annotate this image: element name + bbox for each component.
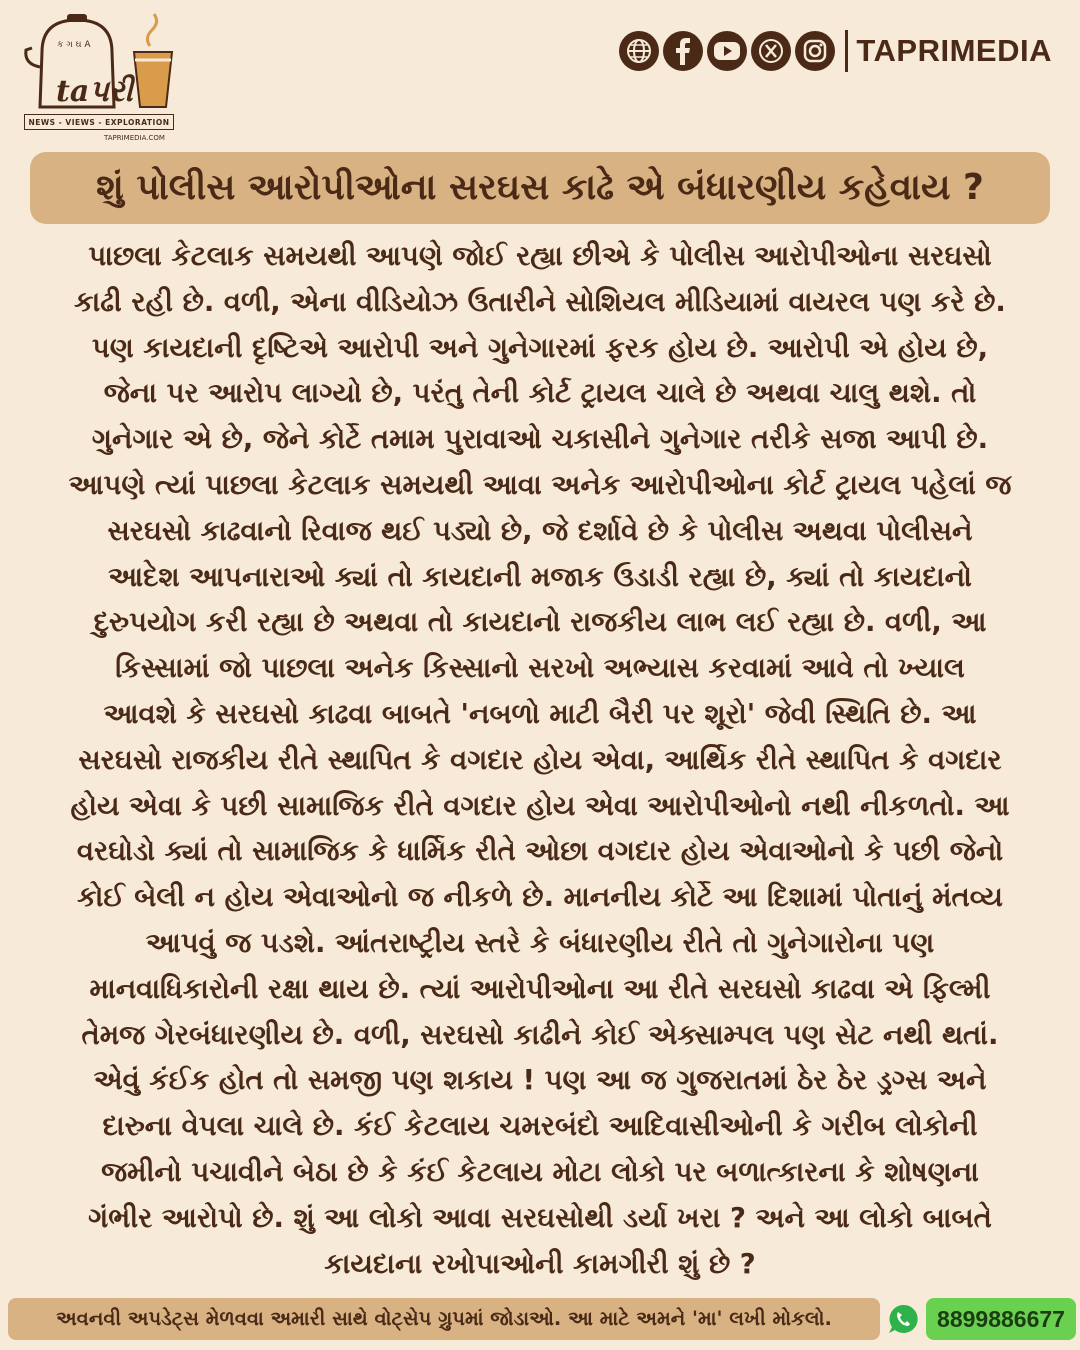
body-line: હોય એવા કે પછી સામાજિક રીતે વગદાર હોય એવા આરોપીઓનો નથી નીકળતો. આ [70,789,1010,822]
instagram-icon[interactable] [795,31,835,71]
body-line: વરઘોડો ક્યાં તો સામાજિક કે ધાર્મિક રીતે ઓછા વગદાર હોય એવાઓનો કે પછી જેનો [76,835,1004,868]
social-bar [619,30,1052,72]
body-line: દુરુપયોગ કરી રહ્યા છે અથવા તો કાયદાનો રાજકીય લાભ લઈ રહ્યા છે. વળી, આ [93,606,987,639]
footer-bar [0,1298,1080,1342]
body-line: ગંભીર આરોપો છે. શું આ લોકો આવા સરઘસોથી ડર્યા ખરા ? અને આ લોકો બાબતે [88,1201,992,1234]
body-line: સરઘસો કાઢવાનો રિવાજ થઈ પડ્યો છે, જે દર્શાવે છે કે પોલીસ અથવા પોલીસને [107,514,973,547]
body-line: એવું કંઈક હોત તો સમજી પણ શકાય ! પણ આ જ ગુજરાતમાં ઠેર ઠેર ડ્રગ્સ અને [93,1064,987,1097]
logo-site: TAPRIMEDIA.COM [104,134,165,142]
brand-name[interactable]: TAPRIMEDIA [856,33,1052,68]
svg-text:ક ગ ઘ A: ક ગ ઘ A [57,40,91,50]
body-line: માનવાધિકારોની રક્ષા થાય છે. ત્યાં આરોપીઓના આ રીતે સરઘસો કાઢવા એ ફિલ્મી [89,972,991,1005]
body-line: સરઘસો રાજકીય રીતે સ્થાપિત કે વગદાર હોય એવા, આર્થિક રીતે સ્થાપિત કે વગદાર [78,743,1002,776]
youtube-icon[interactable] [707,31,747,71]
body-line: ગુનેગાર એ છે, જેને કોર્ટે તમામ પુરાવાઓ ચકાસીને ગુનેગાર તરીકે સજા આપી છે. [91,423,989,456]
body-line: આપવું જ પડશે. આંતરાષ્ટ્રીય સ્તરે કે બંધારણીય રીતે તો ગુનેગારોના પણ [145,926,935,959]
body-line: કિસ્સામાં જો પાછલા અનેક કિસ્સાનો સરખો અભ્યાસ કરવામાં આવે તો ખ્યાલ [115,652,965,685]
whatsapp-number[interactable]: 8899886677 [926,1298,1076,1340]
x-icon[interactable] [751,31,791,71]
logo-brand: taપરી [56,74,133,109]
body-line: આવશે કે સરઘસો કાઢવા બાબતે 'નબળો માટી બૈરી પર શૂરો' જેવી સ્થિતિ છે. આ [103,697,977,730]
logo-tagline: NEWS - VIEWS - EXPLORATION [24,114,174,130]
body-line: કાઢી રહી છે. વળી, એના વીડિયોઝ ઉતારીને સોશિયલ મીડિયામાં વાયરલ પણ કરે છે. [74,285,1006,318]
facebook-icon[interactable] [663,31,703,71]
body-line: આપણે ત્યાં પાછલા કેટલાક સમયથી આવા અનેક આરોપીઓના કોર્ટ ટ્રાયલ પહેલાં જ [68,468,1012,501]
body-line: કાયદાના રખોપાઓની કામગીરી શું છે ? [324,1247,756,1280]
page-title: શું પોલીસ આરોપીઓના સરઘસ કાઢે એ બંધારણીય કહેવાય ? [96,167,984,208]
article-body [12,234,1068,1287]
divider [845,30,848,72]
body-line: જમીનો પચાવીને બેઠા છે કે કંઈ કેટલાય મોટા લોકો પર બળાત્કારના કે શોષણના [101,1155,979,1188]
title-banner [30,152,1050,224]
body-line: પાછલા કેટલાક સમયથી આપણે જોઈ રહ્યા છીએ કે પોલીસ આરોપીઓના સરઘસો [88,240,992,272]
body-line: આદેશ આપનારાઓ ક્યાં તો કાયદાની મજાક ઉડાડી રહ્યા છે, ક્યાં તો કાયદાનો [108,560,972,593]
body-line: કોઈ બેલી ન હોય એવાઓનો જ નીકળે છે. માનનીય કોર્ટે આ દિશામાં પોતાનું મંતવ્ય [77,881,1003,914]
globe-icon[interactable] [619,31,659,71]
body-line: જેના પર આરોપ લાગ્યો છે, પરંતુ તેની કોર્ટ ટ્રાયલ ચાલે છે અથવા ચાલુ થશે. તો [103,377,977,410]
body-line: પણ કાયદાની દૃષ્ટિએ આરોપી અને ગુનેગારમાં ફરક હોય છે. આરોપી એ હોય છે, [91,331,989,364]
body-line: તેમજ ગેરબંધારણીય છે. વળી, સરઘસો કાઢીને કોઈ એક્સામ્પલ પણ સેટ નથી થતાં. [81,1018,999,1051]
whatsapp-icon[interactable] [886,1302,920,1336]
tapri-logo[interactable] [22,12,182,147]
footer-message: અવનવી અપડેટ્સ મેળવવા અમારી સાથે વોટ્સેપ ગ્રુપમાં જોડાઓ. આ માટે અમને 'મા' લખી મોકલો. [8,1298,880,1340]
body-line: દારુના વેપલા ચાલે છે. કંઈ કેટલાય ચમરબંદો આદિવાસીઓની કે ગરીબ લોકોની [102,1110,978,1143]
